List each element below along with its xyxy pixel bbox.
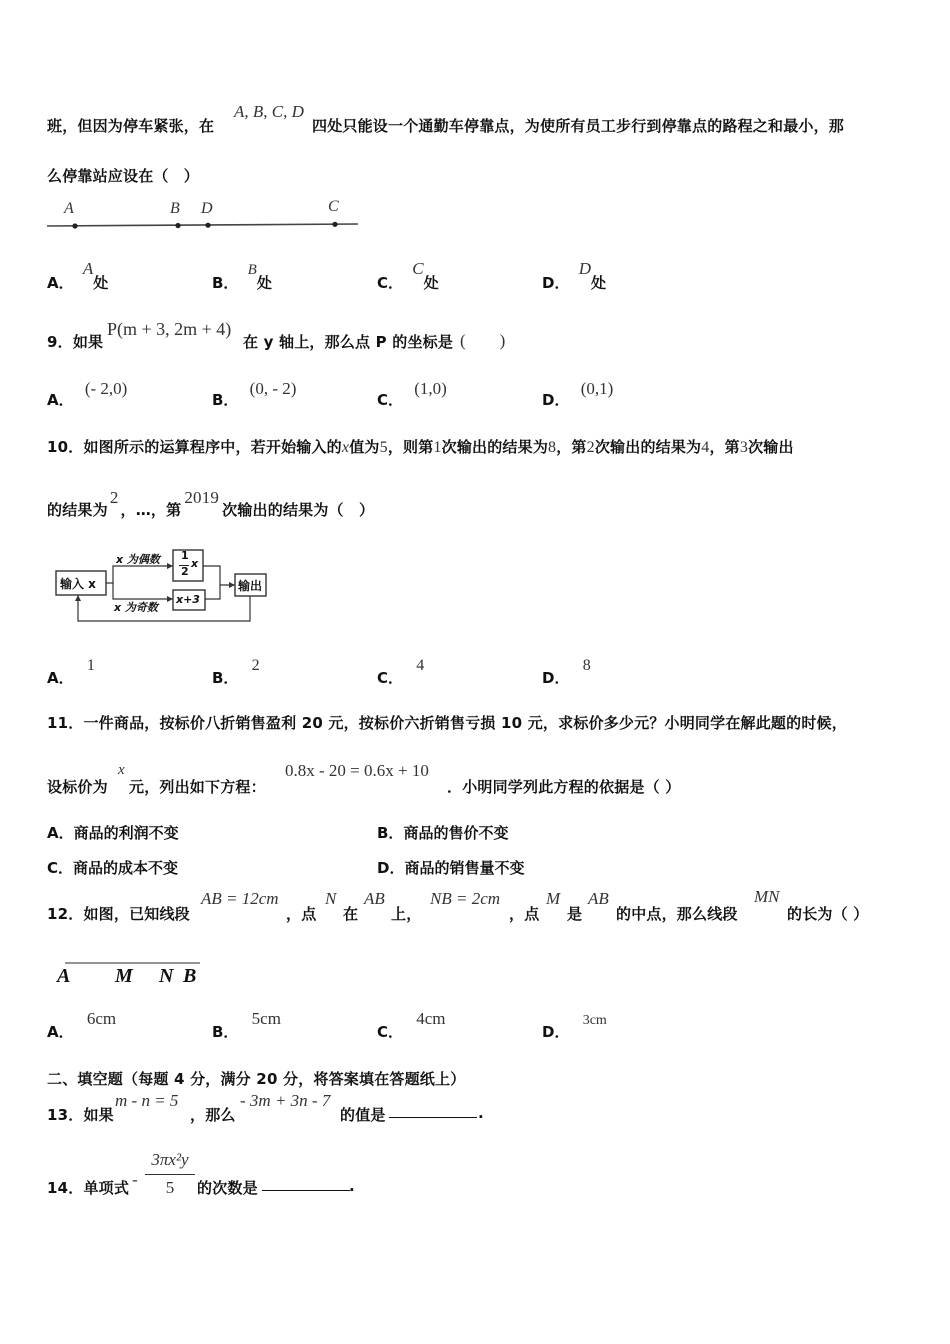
q10-l1-d: 次输出的结果为 — [441, 438, 549, 456]
q13-m2: - 3m + 3n - 7 — [240, 1091, 331, 1110]
q10-flow-half-num: 1 — [181, 549, 189, 562]
q10-l2-n: 2019 — [184, 488, 220, 507]
q8-line1-a: 班，但因为停车紧张，在 — [47, 117, 215, 135]
q12-m1: AB = 12cm — [201, 889, 279, 908]
q12-option-c-math: 4cm — [416, 1009, 446, 1028]
q8-points-math: A, B, C, D — [234, 102, 304, 121]
q11-option-b-text: 商品的售价不变 — [403, 824, 509, 842]
q12-option-b[interactable] — [212, 1009, 281, 1042]
q11-option-a-text: 商品的利润不变 — [73, 824, 179, 842]
q8-label-c: C — [328, 198, 339, 215]
q12-a: 12．如图，已知线段 — [47, 905, 190, 923]
q8-option-b-math: B — [247, 262, 257, 278]
q11-equation: 0.8x - 20 = 0.6x + 10 — [285, 761, 429, 780]
q10-line1 — [47, 436, 794, 457]
q12-m7: MN — [754, 887, 780, 906]
q14-numerator: 3πx²y — [151, 1150, 189, 1169]
q12-option-a-math: 6cm — [86, 1009, 117, 1028]
q12-label-a: A — [57, 965, 71, 987]
q10-flow-odd: x 为奇数 — [114, 601, 158, 614]
q11-option-d-key: D． — [377, 859, 405, 877]
q10-option-c-key: C． — [377, 669, 404, 687]
q8-point-a — [72, 223, 77, 228]
q12-c: 在 — [343, 905, 359, 923]
q8-option-a-suffix: 处 — [93, 274, 109, 292]
q14-end: . — [349, 1177, 355, 1195]
q14-answer-blank[interactable] — [262, 1176, 350, 1195]
q12-b: ，点 — [286, 905, 317, 923]
q10-v4: 4 — [701, 439, 710, 456]
q10-v8: 8 — [548, 439, 557, 456]
q10-option-a-key: A． — [47, 669, 74, 687]
q8-option-c-suffix: 处 — [423, 274, 439, 292]
q11-option-c-text: 商品的成本不变 — [73, 859, 179, 877]
q13-end: . — [478, 1104, 484, 1122]
q8-option-c-key: C． — [377, 274, 404, 292]
q9-option-a-math: (- 2,0) — [84, 379, 128, 398]
q10-l1-b: 值为 — [349, 438, 380, 456]
q10-l2-b: ，…，第 — [120, 501, 182, 519]
q10-v5: 5 — [379, 439, 388, 456]
q10-option-d-key: D． — [542, 669, 570, 687]
q11-option-a[interactable] — [47, 822, 179, 843]
q10-flowchart — [50, 545, 275, 630]
q12-option-d[interactable] — [542, 1013, 607, 1042]
q8-option-c-math: C — [412, 259, 424, 278]
q11-option-b-key: B． — [377, 824, 404, 842]
q14-a: 14．单项式 — [47, 1179, 130, 1197]
q8-option-d-suffix: 处 — [590, 274, 606, 292]
q11-x: x — [118, 762, 125, 778]
q10-option-b[interactable] — [212, 657, 260, 688]
q12-figure — [55, 955, 215, 993]
q12-g: 的中点，那么线段 — [616, 905, 738, 923]
q10-option-d[interactable] — [542, 657, 591, 688]
section2-title: 二、填空题（每题 4 分，满分 20 分，将答案填在答题纸上） — [47, 1070, 466, 1088]
q8-point-c — [332, 222, 337, 227]
q12-m3: AB — [364, 889, 385, 908]
q10-option-b-key: B． — [212, 669, 239, 687]
q13-m1: m - n = 5 — [115, 1091, 179, 1110]
q8-option-d-math: D — [578, 259, 591, 278]
q9-option-d-key: D． — [542, 391, 570, 409]
q12-option-c[interactable] — [377, 1009, 446, 1042]
q14-fraction-bar — [145, 1174, 195, 1175]
q10-v2: 2 — [586, 439, 595, 456]
q13-c: 的值是 — [340, 1106, 386, 1124]
q10-option-a-math: 1 — [86, 657, 95, 674]
q8-label-b: B — [170, 200, 180, 217]
q11-option-a-key: A． — [47, 824, 74, 842]
q10-option-d-math: 8 — [582, 657, 591, 674]
q10-option-b-math: 2 — [251, 657, 260, 674]
q10-l2-c: 次输出的结果为（ ） — [222, 501, 375, 519]
q13-answer-blank[interactable] — [389, 1103, 477, 1122]
q12-m5: M — [546, 889, 561, 908]
q10-v1: 1 — [433, 439, 442, 456]
q10-x: x — [341, 439, 350, 456]
q9-option-c[interactable] — [377, 379, 447, 410]
q12-option-c-key: C． — [377, 1023, 404, 1041]
q12-f: 是 — [567, 905, 583, 923]
q9-option-c-key: C． — [377, 391, 404, 409]
q9-math: P(m + 3, 2m + 4) — [107, 319, 232, 339]
q14-denominator: 5 — [165, 1178, 175, 1197]
q13-b: ，那么 — [190, 1106, 236, 1124]
q10-flow-plus3: x+3 — [176, 593, 200, 606]
q8-option-b[interactable] — [212, 262, 272, 293]
q9-option-b-key: B． — [212, 391, 239, 409]
q8-point-b — [175, 223, 180, 228]
q12-option-d-math: 3cm — [582, 1013, 607, 1028]
q10-line2 — [47, 488, 375, 520]
q11-option-d-text: 商品的销售量不变 — [404, 859, 525, 877]
q11-option-c-key: C． — [47, 859, 74, 877]
q9-option-a-key: A． — [47, 391, 74, 409]
q12-label-b: B — [183, 965, 197, 987]
q9-option-d-math: (0,1) — [580, 379, 614, 398]
q12-option-a-key: A． — [47, 1023, 74, 1041]
q11-l2-b: 元，列出如下方程： — [129, 778, 266, 796]
q12-label-m: M — [115, 965, 133, 987]
q8-figure — [45, 198, 365, 238]
q8-option-d-key: D． — [542, 274, 570, 292]
q9-prefix: 9．如果 — [47, 333, 104, 351]
q8-option-a-key: A． — [47, 274, 74, 292]
q10-l1-e: ，第 — [556, 438, 587, 456]
q12-d: 上， — [391, 905, 422, 923]
q10-l2-a: 的结果为 — [47, 501, 108, 519]
q12-label-n: N — [159, 965, 174, 987]
q11-l2-c: ．小明同学列此方程的依据是（ ） — [447, 778, 681, 796]
q14-b: 的次数是 — [197, 1179, 258, 1197]
q9-option-d[interactable] — [542, 379, 614, 410]
q11-line1: 11．一件商品，按标价八折销售盈利 20 元，按标价六折销售亏损 10 元，求标价多少元？小明同学在解此题的时候， — [47, 714, 847, 732]
q10-l1-h: 次输出 — [748, 438, 794, 456]
q9-option-c-math: (1,0) — [414, 379, 447, 398]
q10-flow-half-var: x — [191, 557, 199, 570]
q8-label-d: D — [201, 200, 213, 217]
q10-option-c-math: 4 — [416, 657, 425, 674]
q12-m4: NB = 2cm — [430, 889, 501, 908]
q10-option-a[interactable] — [47, 657, 95, 688]
q9-option-b-math: (0, - 2) — [249, 379, 297, 398]
q12-h: 的长为（ ） — [787, 905, 869, 923]
q8-option-a[interactable] — [47, 259, 109, 293]
q10-flow-half-den: 2 — [181, 565, 189, 578]
q9-option-b[interactable] — [212, 379, 297, 410]
q10-option-c[interactable] — [377, 657, 425, 688]
q14-minus: - — [132, 1170, 138, 1189]
q12-option-a[interactable] — [47, 1009, 117, 1042]
q12-option-b-key: B． — [212, 1023, 239, 1041]
q8-line2: 么停靠站应设在（ ） — [47, 167, 200, 185]
q10-v3: 3 — [739, 439, 749, 456]
q12-m6: AB — [588, 889, 609, 908]
q8-option-c[interactable] — [377, 259, 439, 293]
q10-l1-c: ，则第 — [387, 438, 434, 456]
q8-option-a-math: A — [82, 259, 94, 278]
q12-m2: N — [325, 889, 337, 908]
q8-line — [47, 224, 358, 226]
q8-line1-b: 四处只能设一个通勤车停靠点，为使所有员工步行到停靠点的路程之和最小，那 — [312, 117, 845, 135]
q8-option-b-suffix: 处 — [256, 274, 272, 292]
q10-l2-v: 2 — [109, 488, 119, 507]
q10-flow-output: 输出 — [238, 579, 263, 593]
q11-l2-a: 设标价为 — [47, 778, 108, 796]
q13-a: 13．如果 — [47, 1106, 114, 1124]
q9-option-a[interactable] — [47, 379, 128, 410]
q8-option-b-key: B． — [212, 274, 239, 292]
q10-l1-f: 次输出的结果为 — [594, 438, 702, 456]
q10-l1-g: ，第 — [709, 438, 740, 456]
q10-flow-input: 输入 x — [60, 577, 96, 591]
q11-option-c[interactable] — [47, 857, 178, 878]
q8-option-d[interactable] — [542, 259, 606, 293]
q8-label-a: A — [64, 200, 74, 217]
q9-suffix: 在 y 轴上，那么点 P 的坐标是 — [243, 333, 454, 351]
q10-flow-even: x 为偶数 — [116, 553, 160, 566]
q9-paren: ( ) — [460, 331, 506, 350]
q11-option-d[interactable] — [377, 857, 524, 878]
q12-e: ，点 — [509, 905, 540, 923]
q11-option-b[interactable] — [377, 822, 508, 843]
q12-option-b-math: 5cm — [251, 1009, 281, 1028]
q10-l1-a: 10．如图所示的运算程序中，若开始输入的 — [47, 438, 342, 456]
q8-point-d — [205, 223, 210, 228]
q12-option-d-key: D． — [542, 1023, 570, 1041]
